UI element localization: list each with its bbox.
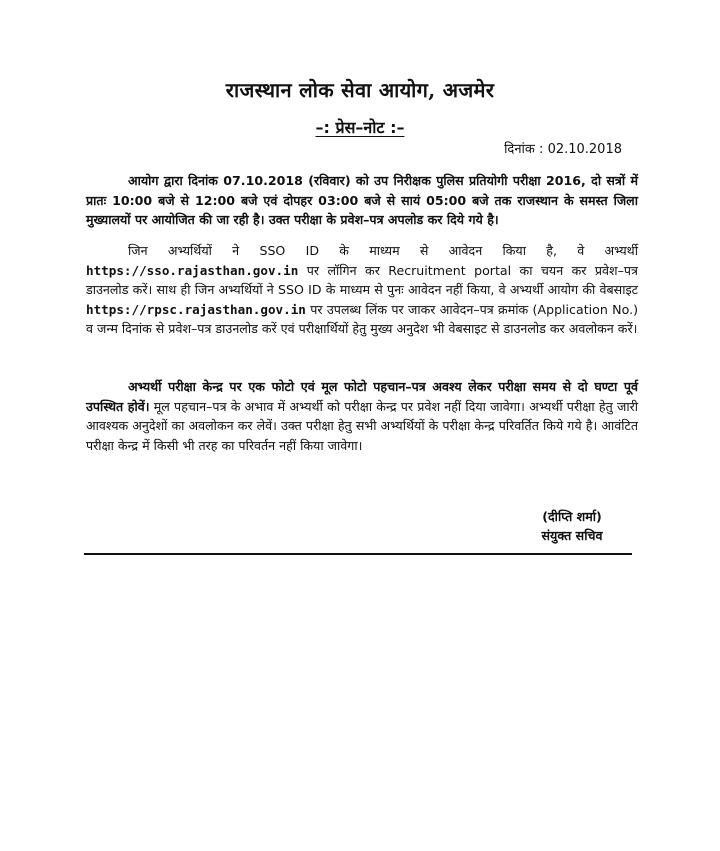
press-note-heading-text: –: प्रेस–नोट :– <box>315 118 405 137</box>
paragraph-admit-card-download <box>86 241 638 339</box>
signatory-name: (दीप्ति शर्मा) <box>542 509 602 524</box>
paragraph2-text-1: जिन अभ्यर्थियों ने SSO ID के माध्यम से आवेदन किया है, वे अभ्यर्थी <box>128 243 638 258</box>
bottom-divider <box>84 553 632 555</box>
paragraph3-text: मूल पहचान–पत्र के अभाव में अभ्यर्थी को परीक्षा केन्द्र पर प्रवेश नहीं दिया जावेगा। अभ्यर्थी परीक्षा हेतु जारी आवश्यक अनुदेशों का अवलोकन कर लेवें। उक्त परीक्षा हेतु सभी अभ्यर्थियों के परीक्षा केन्द्र परिवर्तित किये गये है। आवंटित परीक्षा केन्द्र में किसी भी तरह का परिवर्तन नहीं किया जावेगा। <box>86 398 638 453</box>
paragraph2-text-2: पर लॉगिन कर Recruitment portal का चयन कर प्रवेश–पत्र डाउनलोड करें। साथ ही जिन अभ्यर्थियों ने SSO ID के माध्यम से पुनः आवेदन नहीं किया, वे अभ्यर्थी आयोग की वेबसाइट <box>86 262 638 297</box>
signature-block <box>520 507 624 545</box>
sso-portal-link[interactable]: https://sso.rajasthan.gov.in <box>86 262 299 278</box>
paragraph2-text-3: पर उपलब्ध लिंक पर जाकर आवेदन–पत्र क्रमांक (Application No.) व जन्म दिनांक से प्रवेश–पत्र डाउनलोड करें एवं परीक्षार्थियों हेतु मुख्य अनुदेश भी वेबसाइट से डाउनलोड कर अवलोकन करें। <box>86 301 638 336</box>
date-value: 02.10.2018 <box>547 142 622 157</box>
rpsc-website-link[interactable]: https://rpsc.rajasthan.gov.in <box>86 301 306 317</box>
date-label: दिनांक : <box>504 142 544 157</box>
page-title: राजस्थान लोक सेवा आयोग, अजमेर <box>225 78 495 102</box>
press-note-heading <box>0 116 720 138</box>
paragraph-exam-instructions <box>86 377 638 455</box>
signatory-designation: संयुक्त सचिव <box>541 528 603 543</box>
date-line <box>504 139 622 157</box>
paragraph-exam-schedule: आयोग द्वारा दिनांक 07.10.2018 (रविवार) को उप निरीक्षक पुलिस प्रतियोगी परीक्षा 2016, दो सत्रों में प्रातः 10:00 बजे से 12:00 बजे एवं दोपहर 03:00 बजे से सायं 05:00 बजे तक राजस्थान के समस्त जिला मुख्यालयों पर आयोजित की जा रही है। उक्त परीक्षा के प्रवेश–पत्र अपलोड कर दिये गये है। <box>86 173 638 227</box>
paragraph3-bold-text: अभ्यर्थी परीक्षा केन्द्र पर एक फोटो एवं मूल फोटो पहचान–पत्र अवश्य लेकर परीक्षा समय से दो घण्टा पूर्व उपस्थित होवें। <box>86 379 638 414</box>
